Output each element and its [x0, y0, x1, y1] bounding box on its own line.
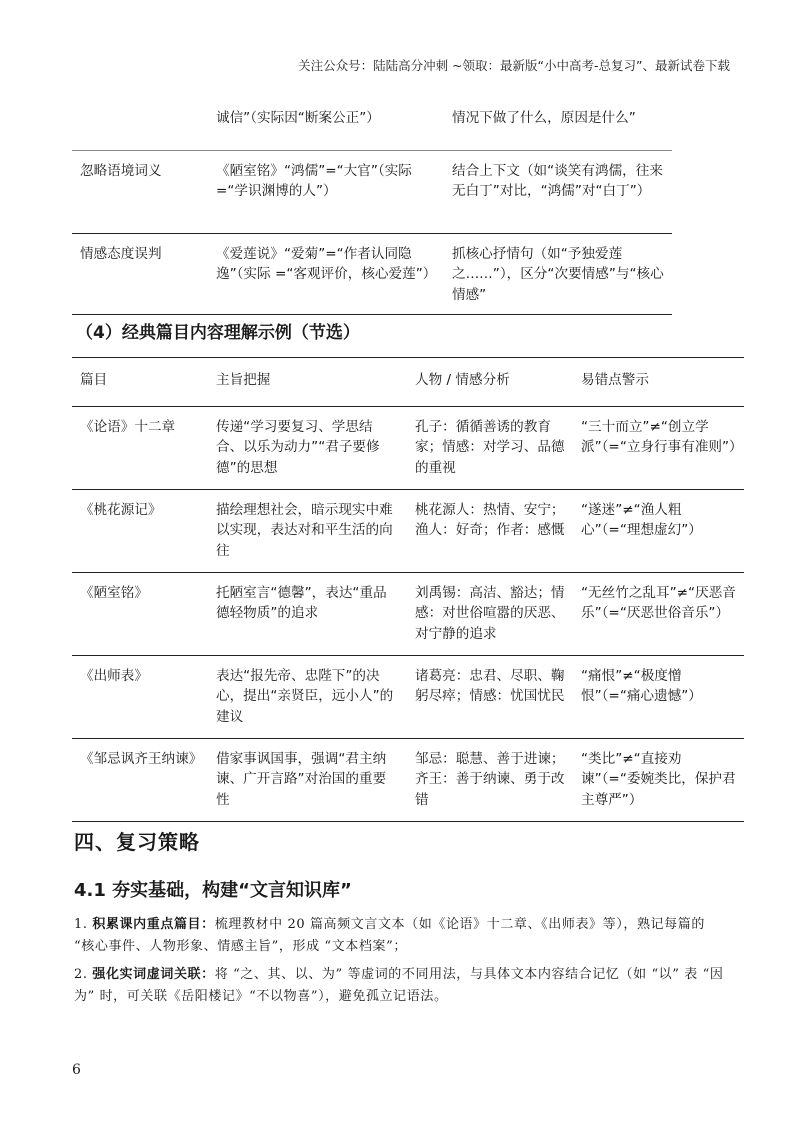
table-cell: 《出师表》 [72, 656, 208, 739]
paragraph-number: 2. [74, 967, 88, 982]
table-row [72, 490, 744, 573]
table-cell: 诸葛亮：忠君、尽职、鞠躬尽瘁；情感：忧国忧民 [407, 656, 573, 739]
table-cell: 刘禹锡：高洁、豁达；情感：对世俗喧嚣的厌恶、对宁静的追求 [407, 573, 573, 656]
column-header: 人物 / 情感分析 [407, 358, 573, 407]
table-cell: 桃花源人：热情、安宁；渔人：好奇；作者：感慨 [407, 490, 573, 573]
table-row [72, 739, 744, 822]
table-cell: “遂迷”≠“渔人粗心”（=“理想虚幻”） [573, 490, 744, 573]
table-cell: 《陋室铭》 [72, 573, 208, 656]
table-row [72, 407, 744, 490]
table-cell: “三十而立”≠“创立学派”（=“立身行事有准则”） [581, 419, 743, 456]
table-cell: “痛恨”≠“极度憎恨”（=“痛心遗憾”） [573, 656, 744, 739]
page-header: 关注公众号：陆陆高分冲刺 ~领取：最新版“小中高考-总复习”、最新试卷下载 [298, 58, 730, 73]
page-number: 6 [72, 1062, 81, 1078]
table-cell: 描绘理想社会，暗示现实中难以实现，表达对和平生活的向往 [208, 490, 407, 573]
table-row [72, 573, 744, 656]
table-cell: 诚信”（实际因“断案公正”） [216, 110, 380, 126]
table-cell: 孔子：循循善诱的教育家；情感：对学习、品德的重视 [415, 419, 565, 476]
column-header: 篇目 [72, 358, 208, 407]
table-row [72, 102, 672, 151]
table-cell: 传递“学习要复习、学思结合、以乐为动力”“君子要修德”的思想 [216, 419, 380, 476]
paragraph-text: 梳理教材中 20 篇高频文言文本（如《论语》十二章、《出师表》等），熟记每篇的 “核心事件、人物形象、情感主旨”，形成 “文本档案”； [74, 917, 705, 954]
table-cell: 借家事讽国事，强调“君主纳谏、广开言路”对治国的重要性 [208, 739, 407, 822]
table-cell: 表达“报先帝、忠陛下”的决心，提出“亲贤臣，远小人”的建议 [208, 656, 407, 739]
table-cell: 忽略语境词义 [72, 151, 208, 234]
column-header: 易错点警示 [573, 358, 744, 407]
table-cell: 《爱莲说》“爱菊”=“作者认同隐逸”（实际 =“客观评价，核心爱莲”） [208, 234, 444, 315]
paragraph-number: 1. [74, 917, 88, 932]
subsection-heading: 4.1 夯实基础，构建“文言知识库” [74, 880, 352, 901]
table-cell [72, 102, 208, 151]
table-cell: 《陋室铭》“鸿儒”=“大官”（实际=“学识渊博的人”） [208, 151, 444, 234]
strategy-paragraph [74, 914, 724, 958]
paragraph-lead: 强化实词虚词关联： [92, 967, 215, 982]
table-cell: 情况下做了什么，原因是什么” [452, 110, 636, 126]
table-cell: 情感态度误判 [72, 234, 208, 315]
column-header: 主旨把握 [208, 358, 407, 407]
table-header-row [72, 358, 744, 407]
table-row [72, 234, 672, 315]
paragraph-text: 将 “之、其、以、为” 等虚词的不同用法，与具体文本内容结合记忆（如 “以” 表 “因为” 时，可关联《岳阳楼记》“不以物喜”），避免孤立记语法。 [74, 967, 724, 1004]
table-row [72, 656, 744, 739]
table-cell: 《论语》十二章 [80, 419, 176, 435]
table-cell: 托陋室言“德馨”，表达“重品德轻物质”的追求 [208, 573, 407, 656]
table-cell: 结合上下文（如“谈笑有鸿儒，往来无白丁”对比，“鸿儒”对“白丁”） [444, 151, 672, 234]
table-row [72, 151, 672, 234]
chapter-heading: 四、复习策略 [74, 830, 200, 854]
strategy-paragraph [74, 964, 724, 1008]
section-heading: （4）经典篇目内容理解示例（节选） [76, 323, 360, 343]
error-type-table [72, 102, 672, 315]
table-cell: 《邹忌讽齐王纳谏》 [72, 739, 208, 822]
table-cell: 邹忌：聪慧、善于进谏；齐王：善于纳谏、勇于改错 [407, 739, 573, 822]
paragraph-lead: 积累课内重点篇目： [92, 917, 215, 932]
table-cell: “无丝竹之乱耳”≠“厌恶音乐”（=“厌恶世俗音乐”） [573, 573, 744, 656]
table-cell: 《桃花源记》 [72, 490, 208, 573]
table-cell: 抓核心抒情句（如“予独爱莲之……”），区分“次要情感”与“核心情感” [444, 234, 672, 315]
classic-texts-table [72, 357, 744, 822]
table-cell: “类比”≠“直接劝谏”（=“委婉类比，保护君主尊严”） [573, 739, 744, 822]
